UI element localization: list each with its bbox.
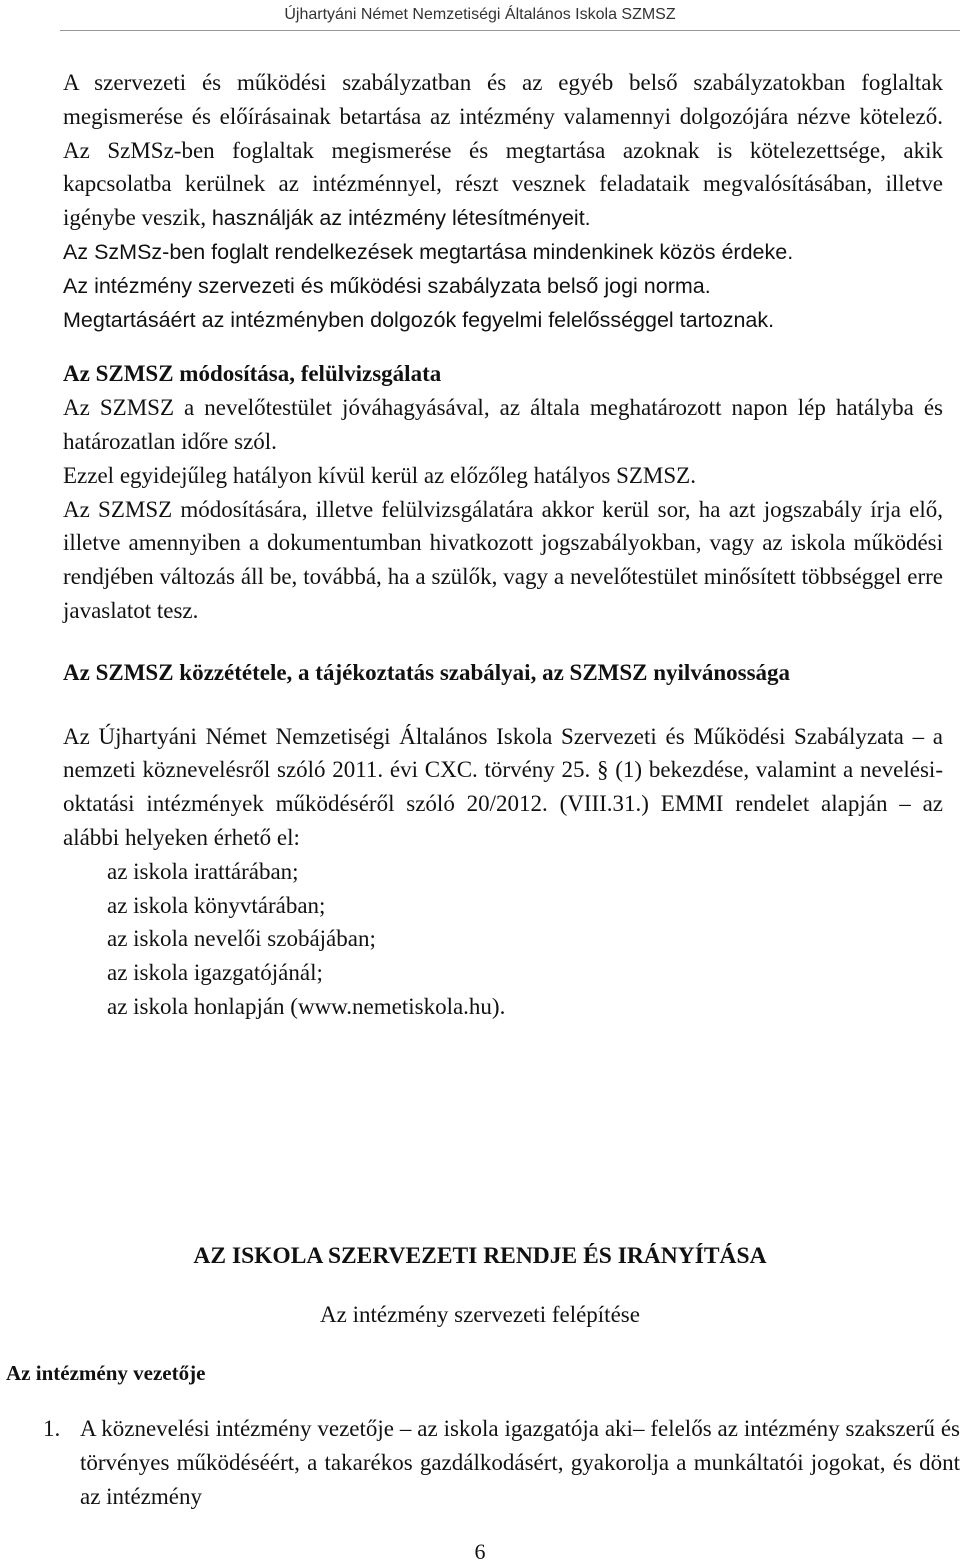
publication-paragraph: Az Újhartyáni Német Nemzetiségi Általános Iskola Szervezeti és Működési Szabályzata – a nemzeti köznevelésről szóló 2011. évi CXC. törvény 25. § (1) bekezdése, valamint a nevelési-oktatási intézmények működéséről szóló 20/2012. (VIII.31.) EMMI rendelet alapján – az alábbi helyeken érhető el: — [63, 723, 943, 850]
section-title: AZ ISKOLA SZERVEZETI RENDJE ÉS IRÁNYÍTÁSA — [193, 1243, 767, 1269]
page-number: 6 — [474, 1539, 486, 1564]
modification-heading: Az SZMSZ módosítása, felülvizsgálata — [63, 361, 442, 387]
header-rule — [60, 30, 960, 31]
location-item: az iskola honlapján (www.nemetiskola.hu). — [107, 993, 506, 1019]
running-header: Újhartyáni Német Nemzetiségi Általános Iskola SZMSZ — [284, 6, 676, 23]
location-item: az iskola irattárában; — [107, 858, 299, 884]
item-text: A köznevelési intézmény vezetője – az iskola igazgatója aki– felelős az intézmény szakszerű és törvényes működéséért, a takarékos gazdálkodásért, gyakorolja a munkáltatói jogokat, és dönt az intézmény — [80, 1416, 960, 1509]
intro-line-4: Megtartásáért az intézményben dolgozók fegyelmi felelősséggel tartoznak. — [63, 307, 775, 332]
location-item: az iskola könyvtárában; — [107, 892, 326, 918]
modification-paragraph-2: Ezzel egyidejűleg hatályon kívül kerül az előzőleg hatályos SZMSZ. — [63, 462, 696, 488]
location-item: az iskola igazgatójánál; — [107, 960, 323, 986]
intro-line-2: Az SzMSz-ben foglalt rendelkezések megtartása mindenkinek közös érdeke. — [63, 239, 794, 264]
intro-line-3: Az intézmény szervezeti és működési szabályzata belső jogi norma. — [63, 273, 711, 298]
intro-text: A szervezeti és működési szabályzatban és az egyéb belső szabályzatokban foglaltak megismerése és előírásainak betartása az intézmény valamennyi dolgozójára nézve kötelező. Az SzMSz-ben foglaltak megismerése és megtartása azoknak is kötelezettsége, akik kapcsolatba kerülnek az intézménnyel, részt vesznek feladataik megvalósításában, illetve igénybe veszik, — [63, 70, 943, 231]
intro-text-sans: használják az intézmény létesítményeit. — [211, 206, 591, 231]
modification-paragraph-3: Az SZMSZ módosítására, illetve felülvizsgálatára akkor kerül sor, ha azt jogszabály írja elő, illetve amennyiben a dokumentumban hivatkozott jogszabályokban, vagy az iskola működési rendjében változás áll be, továbbá, ha a szülők, vagy a nevelőtestület minősített többséggel erre javaslatot tesz. — [63, 496, 943, 623]
modification-paragraph-1: Az SZMSZ a nevelőtestület jóváhagyásával, az általa meghatározott napon lép hatályba és határozatlan időre szól. — [63, 395, 943, 454]
section-subtitle: Az intézmény szervezeti felépítése — [320, 1302, 640, 1327]
document-body — [63, 66, 943, 1024]
item-number: 1. — [43, 1416, 61, 1441]
numbered-item-1 — [43, 1412, 960, 1514]
location-list — [63, 855, 943, 1024]
publication-heading: Az SZMSZ közzététele, a tájékoztatás szabályai, az SZMSZ nyilvánossága — [63, 659, 791, 685]
intro-paragraph — [63, 66, 943, 236]
leader-heading: Az intézmény vezetője — [6, 1361, 206, 1385]
location-item: az iskola nevelői szobájában; — [107, 926, 376, 952]
